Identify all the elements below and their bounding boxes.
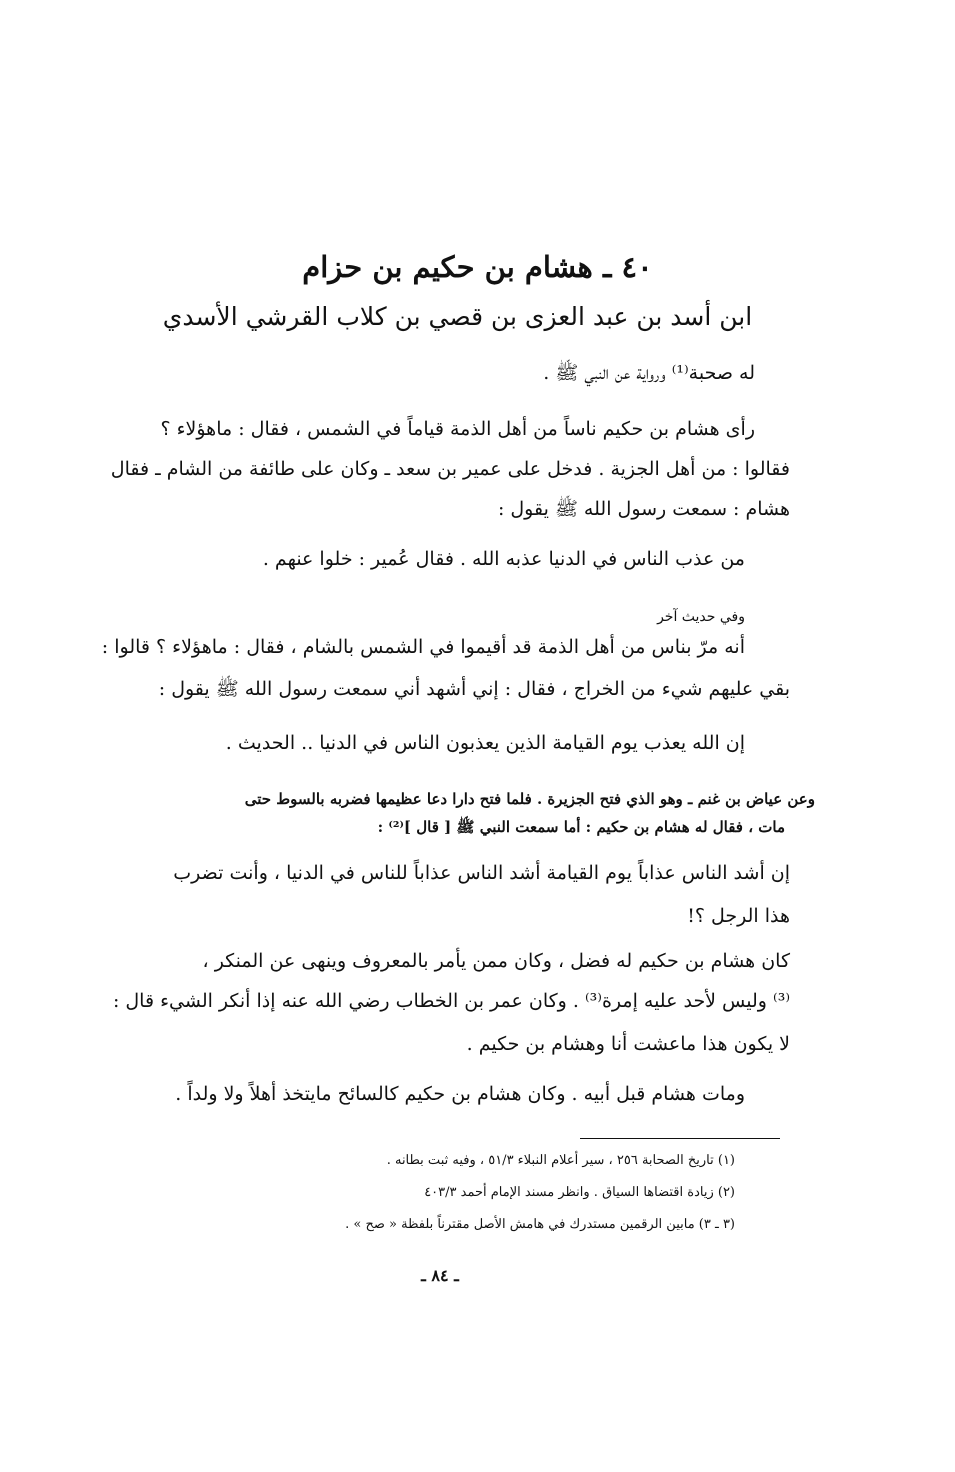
- para1-line3: هشام : سمعت رسول الله ﷺ يقول :: [497, 498, 790, 520]
- para3-line1: وعن عياض بن غنم ـ وهو الذي فتح الجزيرة . فلما فتح دارا دعا عظيمها فضربه بالسوط حتى: [244, 790, 815, 808]
- footnote-1: (١) تاريخ الصحابة ٢٥٦ ، سير أعلام النبلاء ٥١/٣ ، وفيه ثبت بطانه .: [386, 1153, 735, 1168]
- footnote-separator: [580, 1138, 780, 1139]
- page-number: ـ ٨٤ ـ: [421, 1266, 459, 1285]
- para1-line4: من عذب الناس في الدنيا عذبه الله . فقال عُمير : خلوا عنهم .: [262, 548, 745, 570]
- para4-line3: لا يكون هذا ماعشت أنا وهشام بن حكيم .: [466, 1033, 790, 1055]
- footnote-2: (٢) زيادة اقتضاها السياق . وانظر مسند الإمام أحمد ٤٠٣/٣: [424, 1185, 735, 1200]
- footnote-3: (٣ ـ ٣) مابين الرقمين مستدرك في هامش الأصل مقترناً بلفظة « صح » .: [345, 1217, 735, 1232]
- para2-line2: بقي عليهم شيء من الخراج ، فقال : إني أشهد أني سمعت رسول الله ﷺ يقول :: [158, 678, 790, 700]
- para1-line2: فقالوا : من أهل الجزية . فدخل على عمير بن سعد ـ وكان على طائفة من الشام ـ فقال: [110, 458, 790, 480]
- para4-line2: ⁽³⁾ وليس لأحد عليه إمرة⁽³⁾ . وكان عمر بن الخطاب رضي الله عنه إذا أنكر الشيء قال :: [112, 990, 790, 1012]
- para5-line: ومات هشام قبل أبيه . وكان هشام بن حكيم كالسائح مايتخذ أهلاً ولا ولداً .: [175, 1083, 745, 1105]
- intro-line: له صحبة⁽¹⁾ ورواية عن النبي ﷺ .: [543, 362, 755, 384]
- para3-line2: مات ، فقال له هشام بن حكيم : أما سمعت النبي ﷺ [ قال ]⁽²⁾ :: [377, 818, 785, 836]
- para1-line1: رأى هشام بن حكيم ناساً من أهل الذمة قياماً في الشمس ، فقال : ماهؤلاء ؟: [160, 418, 755, 440]
- para2-label: وفي حديث آخر: [657, 609, 745, 625]
- para3-line3: إن أشد الناس عذاباً يوم القيامة أشد الناس عذاباً للناس في الدنيا ، وأنت تضرب: [173, 862, 790, 884]
- para2-line3: إن الله يعذب يوم القيامة الذين يعذبون الناس في الدنيا .. الحديث .: [225, 732, 745, 754]
- chapter-title: ٤٠ ـ هشام بن حكيم بن حزام: [302, 250, 653, 284]
- chapter-subtitle: ابن أسد بن عبد العزى بن قصي بن كلاب القرشي الأسدي: [162, 302, 753, 331]
- para2-line1: أنه مرّ بناس من أهل الذمة قد أقيموا في الشمس بالشام ، فقال : ماهؤلاء ؟ قالوا :: [101, 636, 745, 658]
- para4-line1: كان هشام بن حكيم له فضل ، وكان ممن يأمر بالمعروف وينهى عن المنكر ،: [202, 950, 790, 972]
- para3-line4: هذا الرجل ؟!: [687, 905, 790, 927]
